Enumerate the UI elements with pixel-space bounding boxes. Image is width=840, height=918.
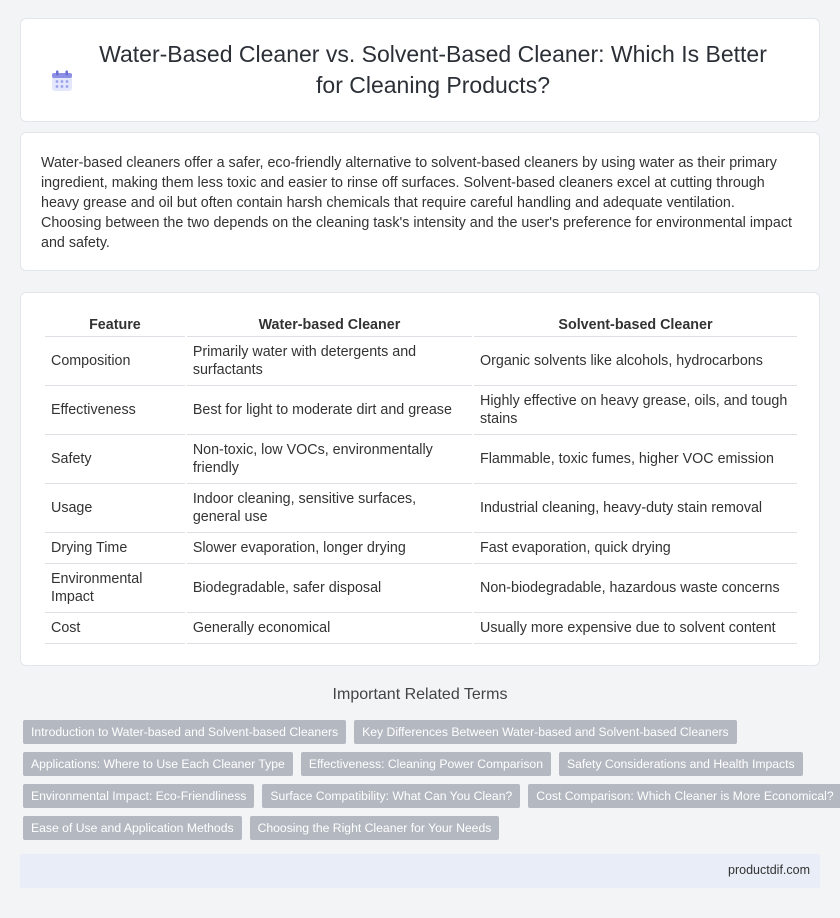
column-header-solvent: Solvent-based Cleaner xyxy=(474,313,797,337)
table-cell: Non-toxic, low VOCs, environmentally friendly xyxy=(187,435,472,484)
table-cell: Best for light to moderate dirt and grease xyxy=(187,386,472,435)
related-term-tag[interactable]: Safety Considerations and Health Impacts xyxy=(559,752,803,776)
table-row xyxy=(45,564,797,613)
related-term-tag[interactable]: Surface Compatibility: What Can You Clean? xyxy=(262,784,520,808)
comparison-table xyxy=(43,313,799,644)
table-cell: Flammable, toxic fumes, higher VOC emission xyxy=(474,435,797,484)
table-cell: Industrial cleaning, heavy-duty stain removal xyxy=(474,484,797,533)
table-cell: Usually more expensive due to solvent content xyxy=(474,613,797,644)
related-term-tag[interactable]: Ease of Use and Application Methods xyxy=(23,816,242,840)
column-header-water: Water-based Cleaner xyxy=(187,313,472,337)
table-cell: Usage xyxy=(45,484,185,533)
header-card xyxy=(20,18,820,122)
table-cell: Highly effective on heavy grease, oils, and tough stains xyxy=(474,386,797,435)
site-link[interactable]: productdif.com xyxy=(728,863,810,877)
table-cell: Cost xyxy=(45,613,185,644)
related-terms-title: Important Related Terms xyxy=(332,686,508,703)
table-cell: Generally economical xyxy=(187,613,472,644)
table-row xyxy=(45,533,797,564)
related-term-tag[interactable]: Applications: Where to Use Each Cleaner Type xyxy=(23,752,293,776)
intro-card xyxy=(20,132,820,271)
related-term-tag[interactable]: Effectiveness: Cleaning Power Comparison xyxy=(301,752,551,776)
column-header-feature: Feature xyxy=(45,313,185,337)
tag-row xyxy=(23,784,834,808)
table-row xyxy=(45,386,797,435)
tag-row xyxy=(23,720,823,744)
table-cell: Organic solvents like alcohols, hydrocarbons xyxy=(474,337,797,386)
tag-row xyxy=(23,816,823,840)
table-cell: Primarily water with detergents and surfactants xyxy=(187,337,472,386)
table-cell: Effectiveness xyxy=(45,386,185,435)
tag-row xyxy=(23,752,823,776)
table-cell: Composition xyxy=(45,337,185,386)
table-cell: Fast evaporation, quick drying xyxy=(474,533,797,564)
related-term-tag[interactable]: Environmental Impact: Eco-Friendliness xyxy=(23,784,254,808)
table-cell: Slower evaporation, longer drying xyxy=(187,533,472,564)
related-terms-tags xyxy=(23,720,834,848)
table-cell: Safety xyxy=(45,435,185,484)
table-cell: Indoor cleaning, sensitive surfaces, general use xyxy=(187,484,472,533)
table-row xyxy=(45,484,797,533)
comparison-card xyxy=(20,292,820,666)
calendar-icon xyxy=(50,69,74,93)
related-term-tag[interactable]: Key Differences Between Water-based and Solvent-based Cleaners xyxy=(354,720,737,744)
table-row xyxy=(45,613,797,644)
header-inner xyxy=(60,39,780,101)
table-cell: Biodegradable, safer disposal xyxy=(187,564,472,613)
table-cell: Environmental Impact xyxy=(45,564,185,613)
related-term-tag[interactable]: Cost Comparison: Which Cleaner is More Economical? xyxy=(528,784,840,808)
footer-bar xyxy=(20,854,820,888)
table-header-row xyxy=(45,313,797,337)
table-row xyxy=(45,435,797,484)
page-title: Water-Based Cleaner vs. Solvent-Based Cleaner: Which Is Better for Cleaning Products? xyxy=(99,41,767,98)
table-cell: Drying Time xyxy=(45,533,185,564)
related-term-tag[interactable]: Choosing the Right Cleaner for Your Needs xyxy=(250,816,500,840)
intro-paragraph: Water-based cleaners offer a safer, eco-friendly alternative to solvent-based cleaners by using water as their primary ingredient, making them less toxic and easier to rinse off surfaces. Solvent-based cleaners excel at cutting through heavy grease and oil but often contain harsh chemicals that require careful handling and adequate ventilation. Choosing between the two depends on the cleaning task's intensity and the user's preference for environmental impact and safety. xyxy=(41,155,792,251)
related-term-tag[interactable]: Introduction to Water-based and Solvent-based Cleaners xyxy=(23,720,346,744)
table-cell: Non-biodegradable, hazardous waste concerns xyxy=(474,564,797,613)
table-row xyxy=(45,337,797,386)
